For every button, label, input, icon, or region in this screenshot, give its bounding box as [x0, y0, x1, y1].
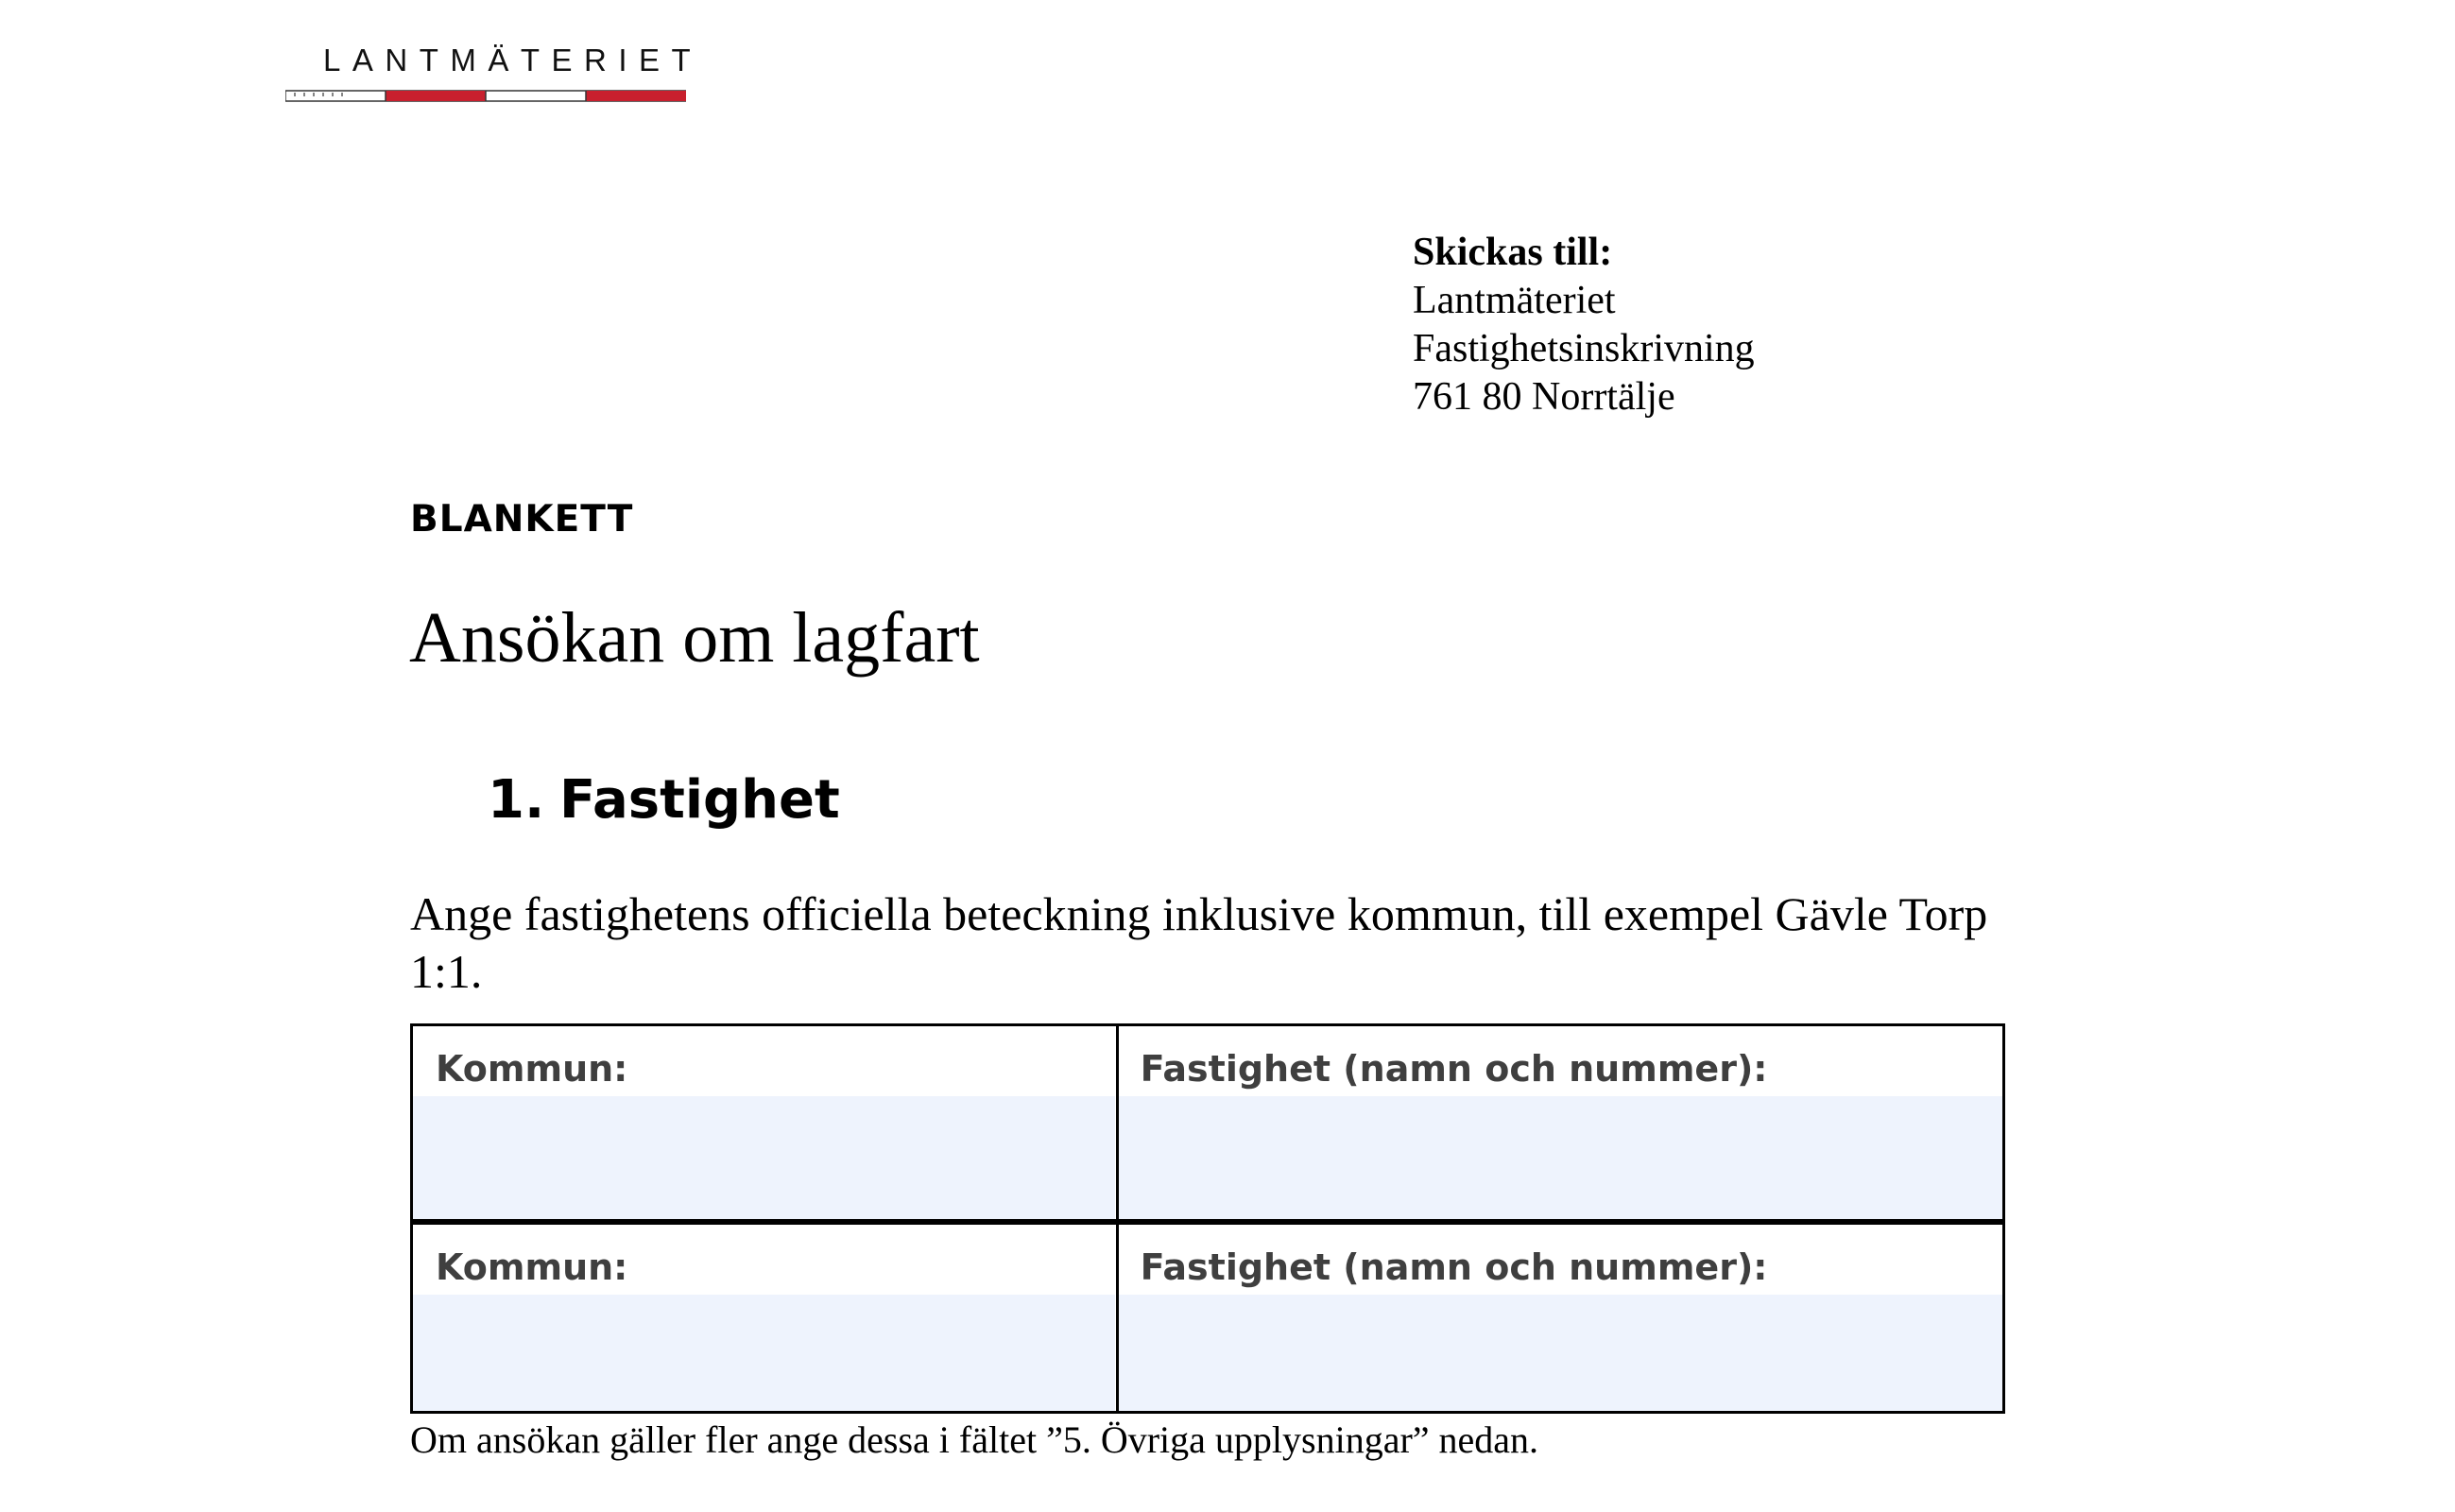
section-number: 1. — [488, 769, 545, 831]
section-title: Fastighet — [559, 769, 840, 831]
address-line-postal: 761 80 Norrtälje — [1413, 375, 1675, 419]
section-instruction: Ange fastighetens officiella beteckning inklusive kommun, till exempel Gävle Torp 1:1. — [410, 887, 1988, 998]
kommun-input[interactable] — [413, 1295, 1115, 1411]
table-row — [413, 1026, 2002, 1219]
lantmateriet-logo — [285, 42, 703, 108]
fastighet-cell — [1118, 1026, 2002, 1219]
fastighet-cell — [1118, 1225, 2002, 1411]
kommun-label: Kommun: — [436, 1246, 628, 1288]
form-type-label: BLANKETT — [410, 498, 634, 541]
column-divider — [1116, 1026, 1119, 1411]
address-line-organization: Lantmäteriet — [1413, 279, 1616, 322]
kommun-cell — [413, 1225, 1115, 1411]
fastighet-input[interactable] — [1118, 1096, 2002, 1219]
fastighet-input[interactable] — [1118, 1295, 2002, 1411]
fastighet-label: Fastighet (namn och nummer): — [1140, 1048, 1768, 1090]
fastighet-label: Fastighet (namn och nummer): — [1140, 1246, 1768, 1288]
recipient-address — [1413, 229, 1755, 421]
kommun-cell — [413, 1026, 1115, 1219]
kommun-label: Kommun: — [436, 1048, 628, 1090]
section-heading — [488, 769, 840, 832]
logo-wordmark: LANTMÄTERIET — [323, 43, 703, 77]
property-form-table — [410, 1023, 2005, 1414]
table-row — [413, 1225, 2002, 1411]
address-line-department: Fastighetsinskrivning — [1413, 327, 1755, 370]
kommun-input[interactable] — [413, 1096, 1115, 1219]
document-title: Ansökan om lagfart — [409, 598, 980, 678]
additional-properties-note: Om ansökan gäller fler ange dessa i fältet ”5. Övriga upplysningar” nedan. — [410, 1418, 1539, 1461]
logo-ruler-bar — [285, 89, 686, 102]
address-heading: Skickas till: — [1413, 231, 1613, 274]
